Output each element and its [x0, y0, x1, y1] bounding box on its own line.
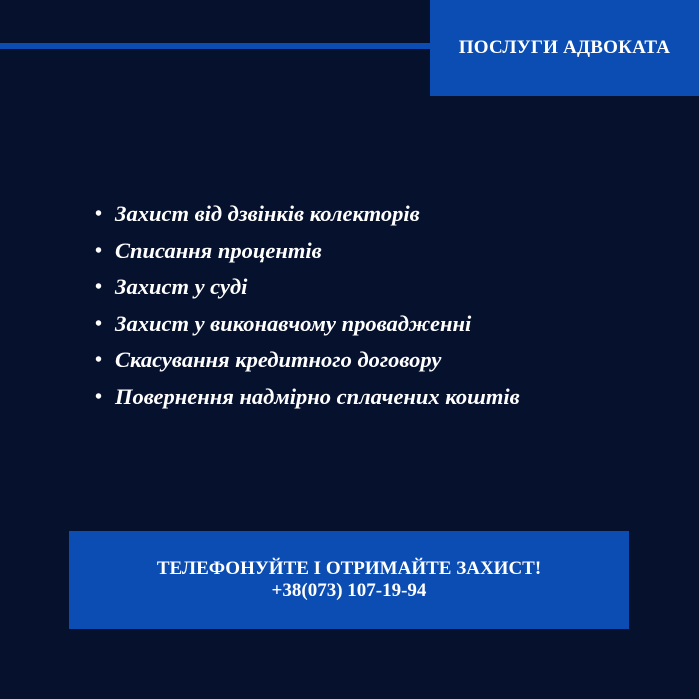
service-item-label: Захист у виконавчому провадженні: [115, 310, 472, 336]
bullet-icon: •: [95, 203, 103, 225]
header-title: ПОСЛУГИ АДВОКАТА: [458, 37, 671, 58]
service-item-court: [95, 269, 520, 306]
services-list: [95, 196, 520, 415]
service-item-contract: [95, 342, 520, 379]
header-badge: [430, 0, 699, 96]
service-item-label: Захист у суді: [115, 274, 248, 299]
bullet-icon: •: [95, 276, 103, 298]
bullet-icon: •: [95, 239, 103, 262]
bullet-icon: •: [95, 312, 103, 335]
cta-text: ТЕЛЕФОНУЙТЕ І ОТРИМАЙТЕ ЗАХИСТ!: [156, 558, 542, 579]
service-item-collectors: [95, 196, 520, 233]
cta-phone: +38(073) 107-19-94: [271, 580, 427, 601]
bullet-icon: •: [95, 385, 103, 408]
service-item-label: Захист від дзвінків колекторів: [115, 201, 420, 226]
service-item-interest: [95, 233, 520, 270]
bullet-icon: •: [95, 349, 103, 371]
service-item-label: Списання процентів: [115, 237, 322, 263]
accent-line: [0, 43, 432, 49]
service-item-enforcement: [95, 306, 520, 343]
service-item-label: Повернення надмірно сплачених коштів: [115, 383, 520, 409]
service-item-refund: [95, 379, 520, 416]
cta-box: [69, 531, 629, 629]
service-item-label: Скасування кредитного договору: [115, 347, 442, 372]
